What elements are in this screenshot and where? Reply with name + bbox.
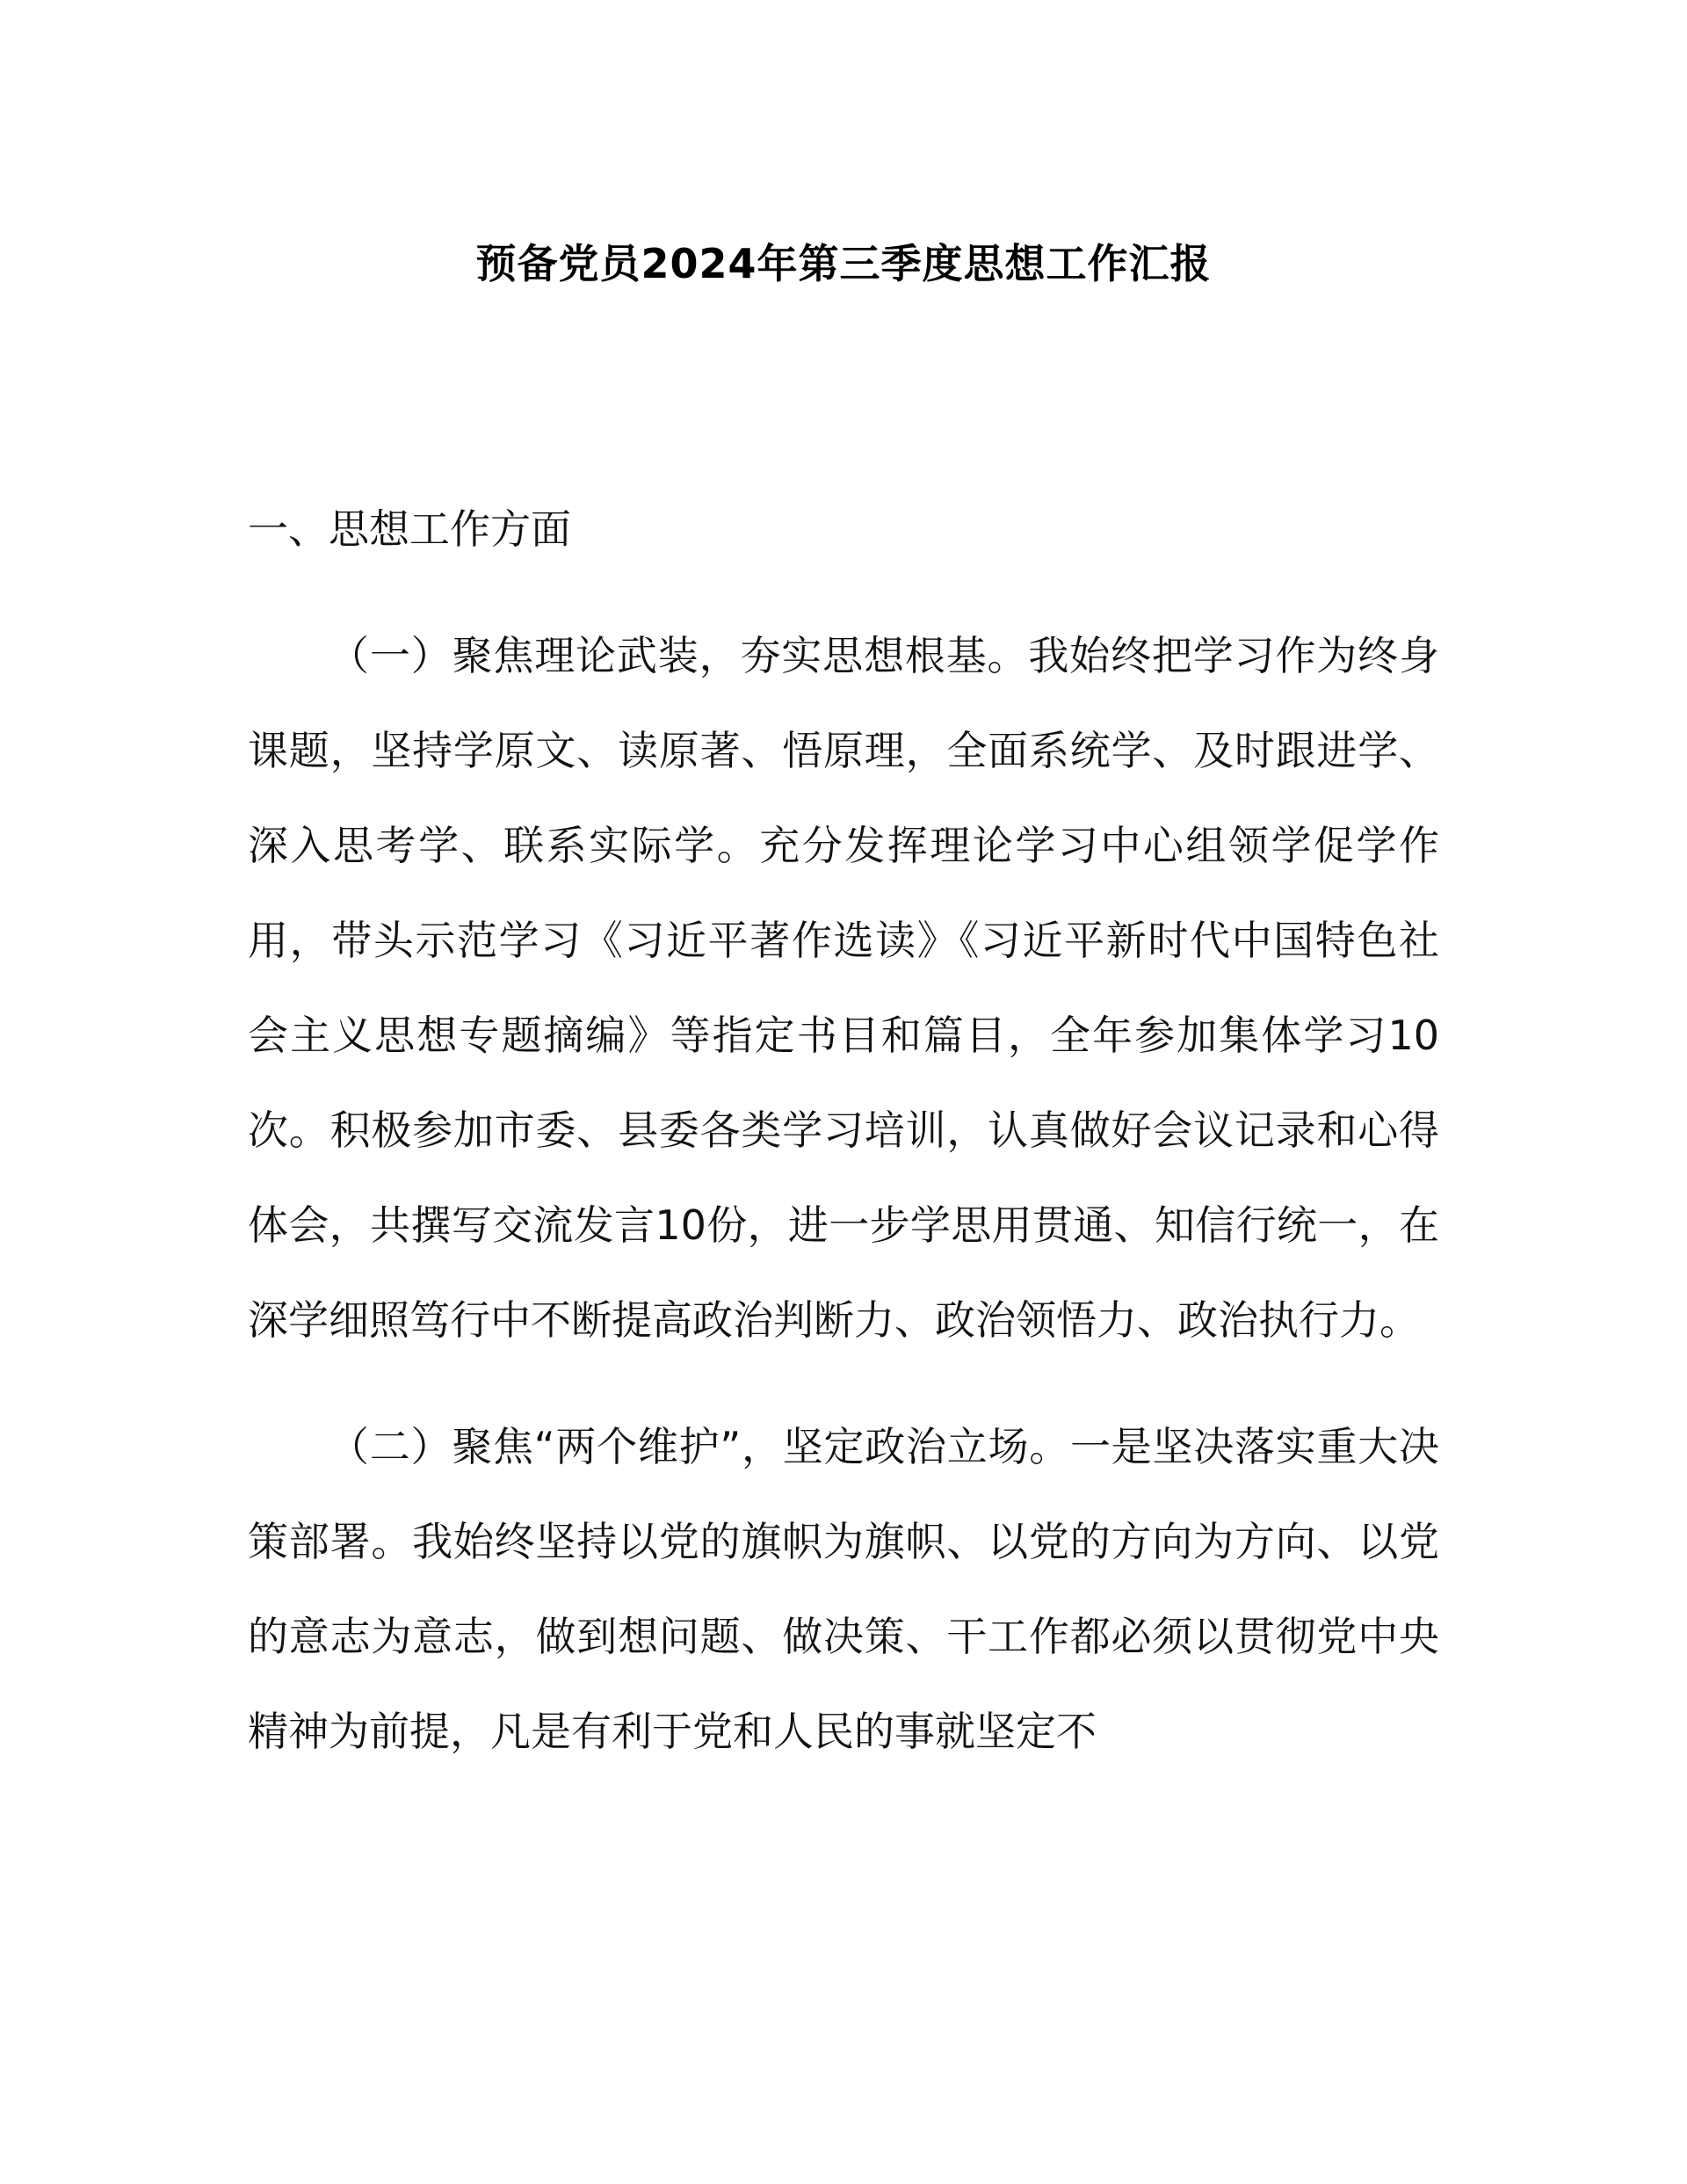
- paragraph-1: （一）聚焦理论武装，夯实思想根基。我始终把学习作为终身课题，坚持学原文、读原著、悟原理，全面系统学、及时跟进学、深入思考学、联系实际学。充分发挥理论学习中心组领学促学作用，带头示范学习《习近平著作选读》《习近平新时代中国特色社会主义思想专题摘编》等指定书目和篇目，全年参加集体学习10次。积极参加市委、县委各类学习培训，认真做好会议记录和心得体会，共撰写交流发言10份，进一步学思用贯通、知信行统一，在深学细照笃行中不断提高政治判断力、政治领悟力、政治执行力。: [248, 632, 1439, 1344]
- section-heading: 一、思想工作方面: [248, 505, 571, 553]
- document-body: [248, 482, 1439, 1810]
- document-title: 预备党员2024年第三季度思想工作汇报: [475, 240, 1212, 287]
- paragraph-2: （二）聚焦“两个维护”，坚定政治立场。一是坚决落实重大决策部署。我始终坚持以党的旗帜为旗帜、以党的方向为方向、以党的意志为意志，做到想问题、做决策、干工作都必须以贯彻党中央精神为前提，凡是有利于党和人民的事就坚定不: [248, 1423, 1439, 1755]
